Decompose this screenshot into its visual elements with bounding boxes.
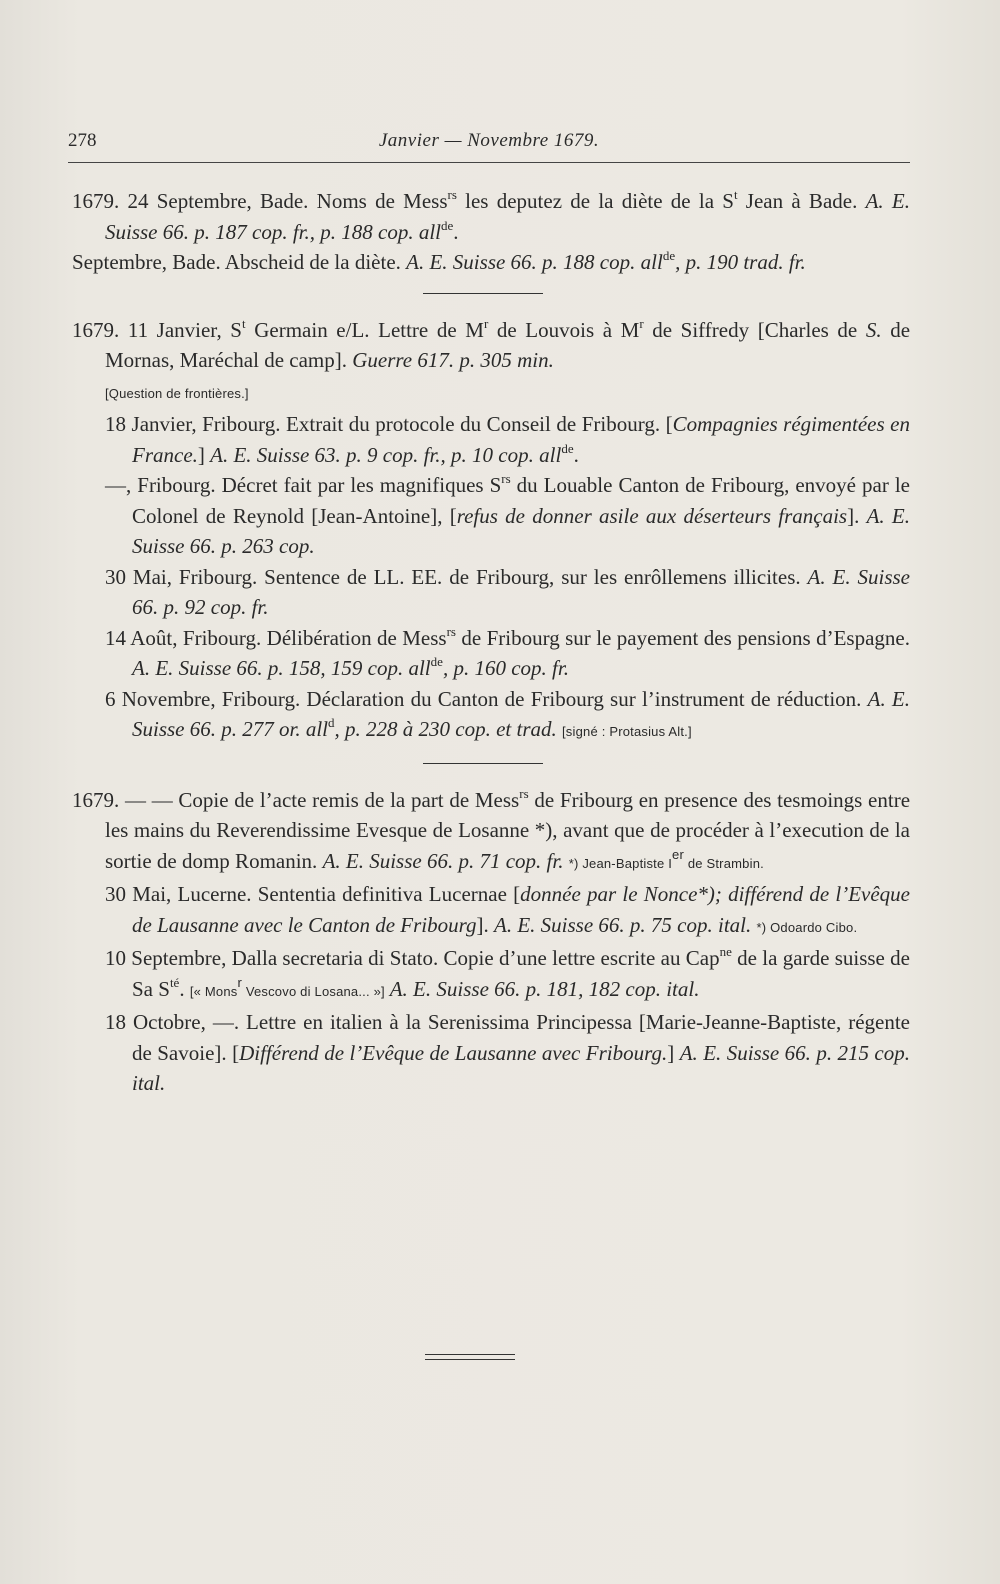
note-question: [Question de frontières.] (105, 385, 249, 401)
entry-1679-10-18: 18 Octobre, —. Lettre en italien à la Serenissima Principessa [Marie-Jeanne-Baptiste, régente de Savoie]. [Différend de l’Evêque de Lausanne avec Fribourg.] A. E. Suisse 66. p. 215 cop. ital. (105, 1010, 911, 1095)
document-body (72, 186, 910, 1099)
entry-1679-01-18: 18 Janvier, Fribourg. Extrait du protocole du Conseil de Fribourg. [Compagnies régimentées en France.] A. E. Suisse 63. p. 9 cop. fr., p. 10 cop. all$^{de}$. (105, 412, 910, 467)
entry-1679-09-10: 10 Septembre, Dalla secretaria di Stato. Copie d’une lettre escrite au Cap$^{ne}$ de la garde suisse de Sa $S^{té}$. [« Mons$^r$ Vescovo di Losana... »] A. E. Suisse 66. p. 181, 182 cop. ital. (105, 944, 910, 1001)
note-vescovo: [« Mons$^r$ Vescovo di Losana... »] (189, 974, 385, 999)
entry-1679-copie-acte: 1679. — — Copie de l’acte remis de la part de Mess$^{rs}$ de Fribourg en presence des tesmoings entre les mains du Reverendissime Evesque de Losanne *), avant que de procéder à l’execution de la sortie de domp Romanin. A. E. Suisse 66. p. 71 cop. fr. *) Jean-Baptiste Ier de Strambin. (72, 785, 911, 873)
running-header (68, 130, 910, 160)
entry-1679-11-06: 6 Novembre, Fribourg. Déclaration du Canton de Fribourg sur l’instrument de réduction. A. E. Suisse 66. p. 277 or. all$^d$, p. 228 à 230 cop. et trad. [signé : Protasius Alt.] (105, 686, 910, 741)
entry-1679-08-14: 14 Août, Fribourg. Délibération de Mess$^{rs}$ de Fribourg sur le payement des pensions d’Espagne. A. E. Suisse 66. p. 158, 159 cop. all$^{de}$, p. 160 cop. fr. (105, 623, 910, 680)
section-divider (423, 293, 543, 294)
entry-1679-05-30: 30 Mai, Fribourg. Sentence de LL. EE. de Fribourg, sur les enrôllemens illicites. A. E. Suisse 66. p. 92 cop. fr. (105, 564, 910, 619)
entry-1679-09-24: 1679. 24 Septembre, Bade. Noms de Mess$^{rs}$ les deputez de la diète de la $S^t$ Jean à Bade. A. E. Suisse 66. p. 187 cop. fr., p. 188 cop. all$^{de}$. (72, 187, 910, 244)
header-rule (68, 162, 910, 163)
footnote-strambin: *) Jean-Baptiste Ier de Strambin. (568, 846, 764, 871)
section-divider (423, 763, 543, 764)
running-title: Janvier — Novembre 1679. (378, 130, 600, 151)
page-number: 278 (68, 130, 97, 151)
entry-1679-09-abscheid: Septembre, Bade. Abscheid de la diète. A. E. Suisse 66. p. 188 cop. all$^{de}$, p. 190 trad. fr. (72, 248, 806, 274)
end-rule-top (425, 1354, 515, 1355)
note-signature: [signé : Protasius Alt.] (562, 724, 692, 739)
end-rule-bottom (425, 1359, 515, 1360)
entry-decret-fribourg: —, Fribourg. Décret fait par les magnifiques $S^{rs}$ du Louable Canton de Fribourg, envoyé par le Colonel de Reynold [Jean-Antoine], [refus de donner asile aux déserteurs français]. A. E. Suisse 66. p. 263 cop. (105, 471, 911, 558)
entry-1679-01-11: 1679. 11 Janvier, $S^t$ Germain e/L. Lettre de $M^r$ de Louvois à $M^r$ de Siffredy [Charles de S. de Mornas, Maréchal de camp]. Guerre 617. p. 305 min. [Question de frontières.] (72, 315, 911, 401)
footnote-cibo: *) Odoardo Cibo. (756, 919, 858, 935)
entry-1679-05-30-lucerne: 30 Mai, Lucerne. Sententia definitiva Lucernae [donnée par le Nonce*); différend de l’Evêque de Lausanne avec le Canton de Fribourg]. A. E. Suisse 66. p. 75 cop. ital. *) Odoardo Cibo. (105, 882, 910, 937)
